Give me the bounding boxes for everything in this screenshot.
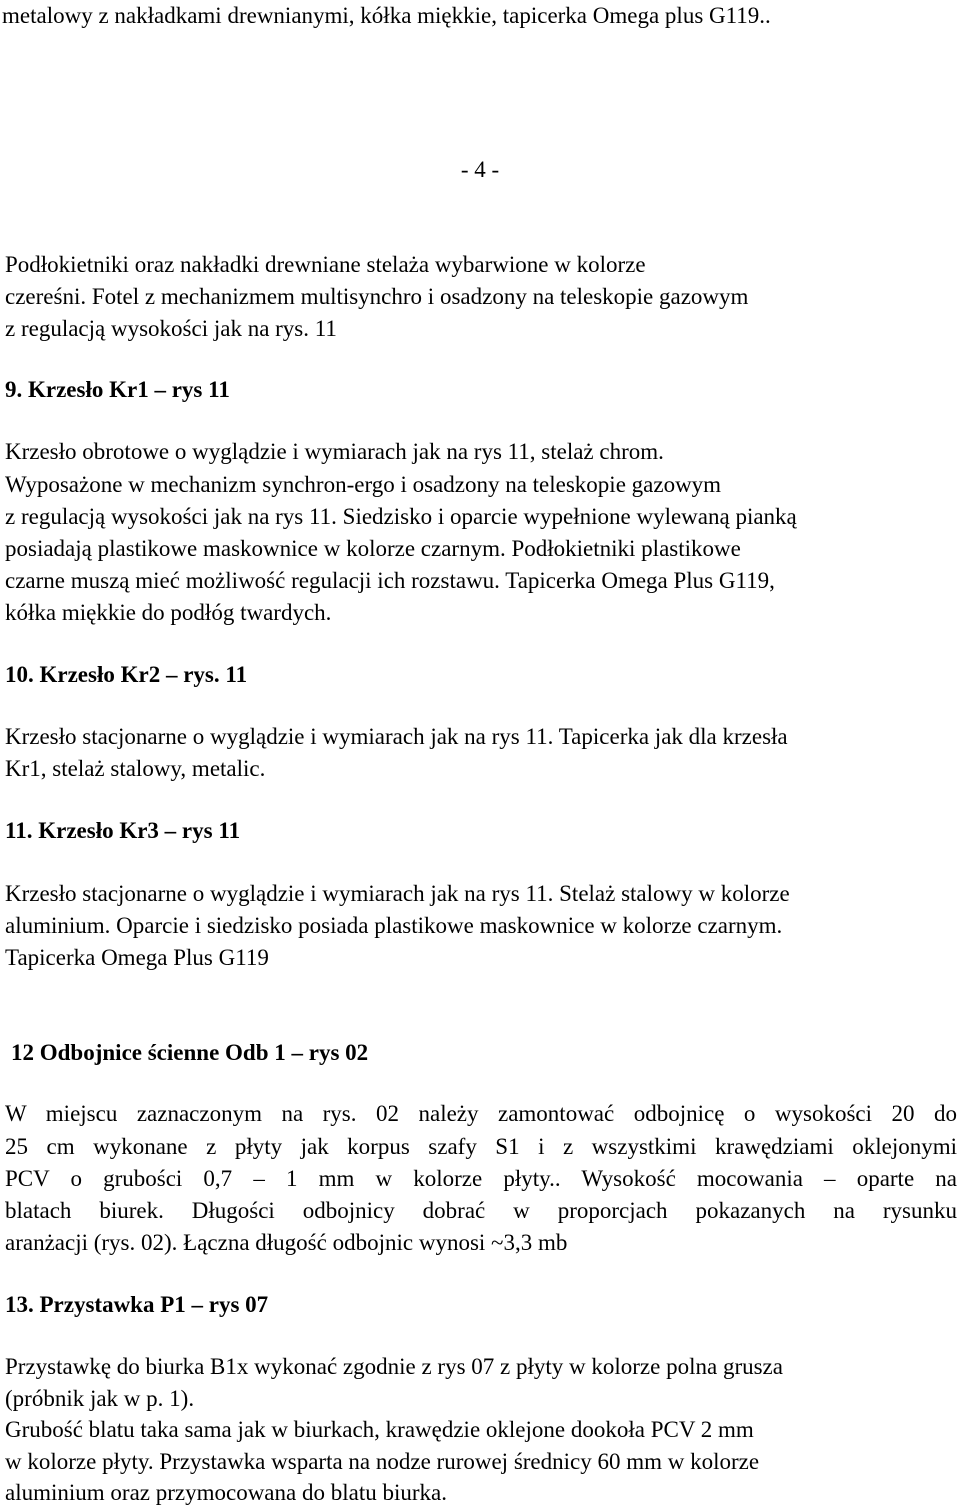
body-text-line: posiadają plastikowe maskownice w kolorze czarnym. Podłokietniki plastikowe (5, 536, 741, 561)
body-text-line: Wyposażone w mechanizm synchron-ergo i osadzony na teleskopie gazowym (5, 472, 722, 497)
body-text-line: Krzesło obrotowe o wyglądzie i wymiarach jak na rys 11, stelaż chrom. (5, 439, 664, 464)
body-text-line: PCV o grubości 0,7 – 1 mm w kolorze płyty.. Wysokość mocowania – oparte na (5, 1166, 957, 1191)
body-text-line: w kolorze płyty. Przystawka wsparta na nodze rurowej średnicy 60 mm w kolorze (5, 1449, 760, 1474)
body-text-line: Krzesło stacjonarne o wyglądzie i wymiarach jak na rys 11. Tapicerka jak dla krzesła (5, 724, 788, 749)
section-heading: 12 Odbojnice ścienne Odb 1 – rys 02 (11, 1040, 369, 1065)
page-number: - 4 - (460, 157, 500, 182)
body-text-line: czereśni. Fotel z mechanizmem multisynchro i osadzony na teleskopie gazowym (5, 284, 749, 309)
body-text-line: aranżacji (rys. 02). Łączna długość odbojnic wynosi ~3,3 mb (5, 1230, 568, 1255)
body-text-line: 25 cm wykonane z płyty jak korpus szafy S1 i z wszystkimi krawędziami oklejonymi (5, 1134, 957, 1159)
section-heading: 9. Krzesło Kr1 – rys 11 (5, 377, 230, 402)
body-text-line: Grubość blatu taka sama jak w biurkach, krawędzie oklejone dookoła PCV 2 mm (5, 1417, 754, 1442)
body-text-line: z regulacją wysokości jak na rys. 11 (5, 316, 337, 341)
body-text-line: Podłokietniki oraz nakładki drewniane stelaża wybarwione w kolorze (5, 252, 646, 277)
section-heading: 13. Przystawka P1 – rys 07 (5, 1292, 269, 1317)
body-text-line: Krzesło stacjonarne o wyglądzie i wymiarach jak na rys 11. Stelaż stalowy w kolorze (5, 881, 790, 906)
body-text-line: aluminium. Oparcie i siedzisko posiada plastikowe maskownice w kolorze czarnym. (5, 913, 783, 938)
body-text-line: Tapicerka Omega Plus G119 (5, 945, 269, 970)
body-text-line: kółka miękkie do podłóg twardych. (5, 600, 332, 625)
body-text-line: Przystawkę do biurka B1x wykonać zgodnie z rys 07 z płyty w kolorze polna grusza (5, 1354, 783, 1379)
body-text-line: aluminium oraz przymocowana do blatu biurka. (5, 1480, 447, 1505)
body-text-line: W miejscu zaznaczonym na rys. 02 należy zamontować odbojnicę o wysokości 20 do (5, 1101, 957, 1126)
body-text-line: blatach biurek. Długości odbojnicy dobrać w proporcjach pokazanych na rysunku (5, 1198, 957, 1223)
body-text-line: z regulacją wysokości jak na rys 11. Siedzisko i oparcie wypełnione wylewaną pianką (5, 504, 797, 529)
body-text-line: Kr1, stelaż stalowy, metalic. (5, 756, 266, 781)
body-text-line: (próbnik jak w p. 1). (5, 1386, 195, 1411)
section-heading: 11. Krzesło Kr3 – rys 11 (5, 818, 241, 843)
body-text-line: metalowy z nakładkami drewnianymi, kółka miękkie, tapicerka Omega plus G119.. (2, 3, 771, 28)
body-text-line: czarne muszą mieć możliwość regulacji ich rozstawu. Tapicerka Omega Plus G119, (5, 568, 775, 593)
section-heading: 10. Krzesło Kr2 – rys. 11 (5, 662, 248, 687)
